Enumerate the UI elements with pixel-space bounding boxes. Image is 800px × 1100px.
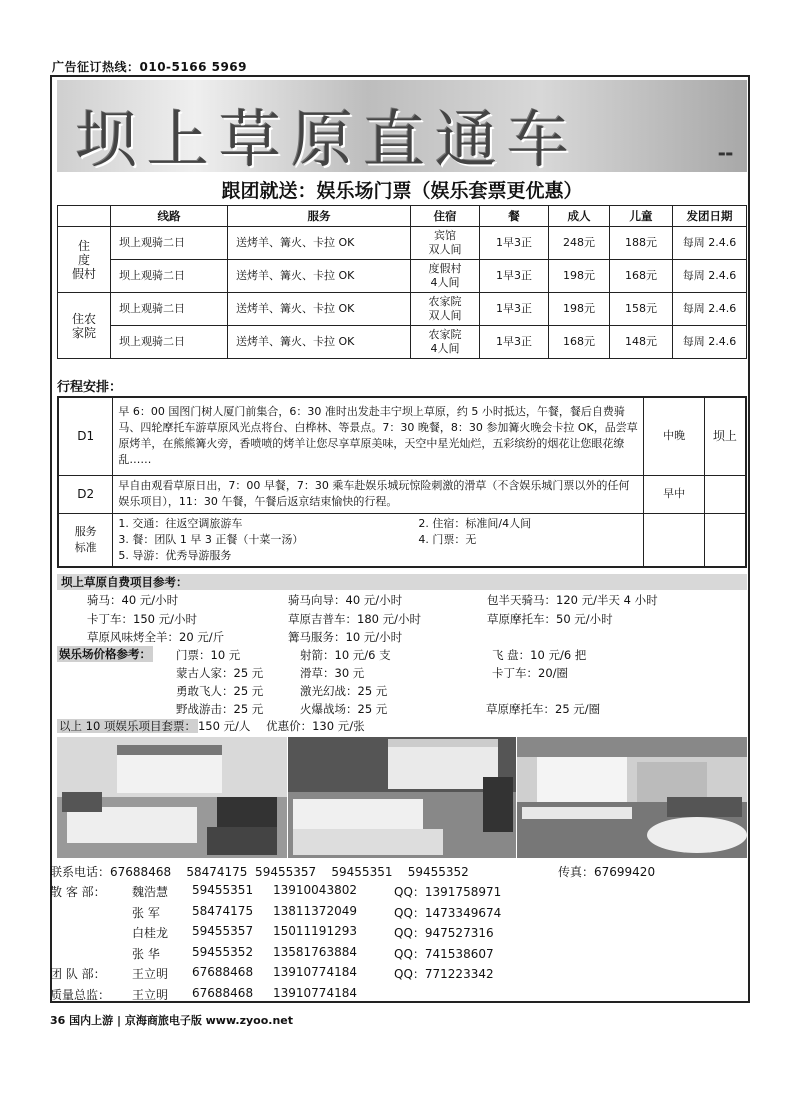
cell-meals: 1早3正 (480, 293, 549, 326)
contact-qq: QQ：947527316 (394, 926, 494, 940)
day1-meals: 中晚 (644, 397, 704, 475)
contact-qq: QQ：771223342 (394, 967, 494, 981)
day2-text: 早自由观看草原日出，7：00 早餐，7：30 乘车赴娱乐城玩惊险刺激的滑草（不含娱乐城门票以外的任何娱乐项目），11：30 午餐，午餐后返京结束愉快的行程。 (113, 475, 644, 513)
phone-label: 联系电话： (50, 865, 111, 879)
contact-name: 白桂龙 (132, 926, 169, 940)
cell-child: 158元 (610, 293, 673, 326)
ent-item: 野战游击：25 元 (176, 702, 264, 716)
contact-dept: 散 客 部： (50, 885, 106, 899)
ent-item: 飞 盘：10 元/6 把 (492, 648, 587, 662)
contact-mobile: 13910774184 (273, 985, 357, 1000)
day1-stay: 坝上 (704, 397, 746, 475)
cell-meals: 1早3正 (480, 260, 549, 293)
header-route: 线路 (111, 206, 228, 227)
banner-title: 坝上草原直通车 (75, 103, 580, 172)
header-adult: 成人 (549, 206, 610, 227)
cell-dates: 每周 2.4.6 (673, 260, 747, 293)
ent-item: 卡丁车：20/圈 (492, 666, 569, 680)
cell-lodging: 农家院 4人间 (411, 326, 480, 359)
cell-route: 坝上观骑二日 (111, 260, 228, 293)
cell-dates: 每周 2.4.6 (673, 326, 747, 359)
ent-item: 滑草：30 元 (300, 666, 365, 680)
ad-hotline: 广告征订热线：010-5166 5969 (52, 60, 248, 74)
row-category: 住 度 假村 (58, 227, 111, 293)
ent-item: 蒙古人家：25 元 (176, 666, 264, 680)
day2-label: D2 (58, 475, 113, 513)
contact-tel: 59455357 (192, 924, 254, 938)
day1-text: 早 6：00 国图门树人厦门前集合，6：30 准时出发赴丰宁坝上草原，约 5 小时抵达，午餐，餐后自费骑马、四轮摩托车游草原风光点将台、白桦林、等景点。7：30 晚餐，8：30 参加篝火晚会卡拉 OK，品尝草原烤羊，在熊熊篝火旁，香喷喷的烤羊让您尽享草原美味，天空中星光灿烂，五彩缤纷的烟花让您眼花缭乱…… (113, 397, 644, 475)
header-service: 服务 (228, 206, 411, 227)
contact-dept: 团 队 部： (50, 967, 106, 981)
room-photo-3 (517, 737, 747, 858)
itinerary-label: 行程安排： (57, 380, 123, 395)
contact-tel: 59455352 (192, 944, 254, 959)
page-footer: 36 国内上游 | 京海商旅电子版 www.zyoo.net (50, 1014, 294, 1027)
cell-dates: 每周 2.4.6 (673, 227, 747, 260)
service-label: 服务 标准 (58, 513, 113, 567)
day2-stay (704, 475, 746, 513)
cell-dates: 每周 2.4.6 (673, 293, 747, 326)
itinerary-day2-row (58, 475, 746, 513)
table-header-row (58, 206, 747, 227)
project-item: 包半天骑马：120 元/半天 4 小时 (487, 593, 658, 607)
itinerary-day1-row (58, 397, 746, 475)
ent-item: 门票：10 元 (176, 648, 241, 662)
itinerary-service-row (58, 513, 746, 567)
contact-name: 魏浩慧 (132, 885, 169, 899)
fax: 传真：67699420 (558, 865, 656, 879)
header-dates: 发团日期 (673, 206, 747, 227)
service-item: 2. 住宿：标准间/4人间 (418, 516, 532, 530)
cell-adult: 248元 (549, 227, 610, 260)
contact-qq: QQ：1391758971 (394, 885, 502, 899)
day1-label: D1 (58, 397, 113, 475)
ent-item: 激光幻战：25 元 (300, 684, 388, 698)
service-empty (644, 513, 704, 567)
contact-name: 张 华 (132, 946, 160, 961)
contact-dept: 质量总监： (50, 987, 111, 1002)
banner-mark: ▬▬ (717, 149, 733, 158)
table-row (58, 326, 747, 359)
cell-adult: 198元 (549, 260, 610, 293)
promo-subtitle: 跟团就送：娱乐场门票（娱乐套票更优惠） (221, 180, 583, 202)
ent-item: 射箭：10 元/6 支 (300, 648, 391, 662)
banner (57, 80, 747, 172)
contact-name: 王立明 (132, 987, 169, 1002)
contact-qq: QQ：1473349674 (394, 905, 502, 920)
ent-item: 火爆战场：25 元 (300, 702, 388, 716)
phone-numbers: 67688468 58474175 59455357 59455351 59455352 (110, 865, 469, 879)
cell-lodging: 度假村 4人间 (411, 260, 480, 293)
package-text: 以上 10 项娱乐项目套票： (59, 719, 196, 733)
day2-meals: 早中 (644, 475, 704, 513)
package-line (57, 718, 365, 734)
table-row (58, 227, 747, 260)
projects-header: 坝上草原自费项目参考： (57, 574, 747, 590)
contact-tel: 67688468 (192, 965, 254, 979)
contact-mobile: 13811372049 (273, 903, 357, 918)
contact-mobile: 13581763884 (273, 944, 357, 959)
cell-meals: 1早3正 (480, 326, 549, 359)
header-category (58, 206, 111, 227)
room-photo-1 (57, 737, 287, 858)
contact-qq: QQ：741538607 (394, 946, 494, 961)
cell-lodging: 农家院 双人间 (411, 293, 480, 326)
ent-item: 草原摩托车：25 元/圈 (486, 702, 601, 716)
contact-mobile: 13910043802 (273, 883, 357, 897)
cell-child: 168元 (610, 260, 673, 293)
service-standards (113, 513, 644, 567)
project-item: 草原摩托车：50 元/小时 (487, 612, 613, 626)
service-item: 1. 交通：往返空调旅游车 (118, 516, 243, 530)
table-row (58, 260, 747, 293)
contact-tel: 67688468 (192, 985, 254, 1000)
row-category: 住农 家院 (58, 293, 111, 359)
header-lodging: 住宿 (411, 206, 480, 227)
contact-mobile: 15011191293 (273, 924, 357, 938)
entertainment-label: 娱乐场价格参考： (59, 647, 151, 661)
cell-service: 送烤羊、篝火、卡拉 OK (228, 227, 411, 260)
room-photo-2 (288, 737, 516, 858)
project-item: 骑马向导：40 元/小时 (288, 593, 403, 607)
cell-child: 148元 (610, 326, 673, 359)
header-meals: 餐 (480, 206, 549, 227)
contact-tel: 58474175 (192, 903, 254, 918)
cell-route: 坝上观骑二日 (111, 293, 228, 326)
header-child: 儿童 (610, 206, 673, 227)
tour-price-table (57, 205, 747, 359)
contact-tel: 59455351 (192, 883, 254, 897)
cell-service: 送烤羊、篝火、卡拉 OK (228, 326, 411, 359)
contact-phones-line (50, 863, 469, 880)
cell-service: 送烤羊、篝火、卡拉 OK (228, 260, 411, 293)
project-item: 骑马：40 元/小时 (87, 593, 179, 607)
service-item: 3. 餐：团队 1 早 3 正餐（十菜一汤） (118, 532, 304, 546)
cell-adult: 168元 (549, 326, 610, 359)
cell-route: 坝上观骑二日 (111, 326, 228, 359)
service-empty (704, 513, 746, 567)
ent-item: 勇敢飞人：25 元 (176, 684, 264, 698)
package-promo: 优惠价：130 元/张 (266, 719, 365, 733)
cell-child: 188元 (610, 227, 673, 260)
service-item: 4. 门票：无 (418, 532, 477, 546)
table-row (58, 293, 747, 326)
cell-adult: 198元 (549, 293, 610, 326)
service-item: 5. 导游：优秀导游服务 (118, 548, 232, 562)
project-item: 卡丁车：150 元/小时 (87, 612, 197, 626)
contact-name: 张 军 (132, 905, 160, 920)
project-item: 草原风味烤全羊：20 元/斤 (87, 630, 225, 644)
cell-route: 坝上观骑二日 (111, 227, 228, 260)
project-item: 篝马服务：10 元/小时 (288, 630, 403, 644)
contact-mobile: 13910774184 (273, 965, 357, 979)
cell-service: 送烤羊、篝火、卡拉 OK (228, 293, 411, 326)
package-price: 150 元/人 (197, 719, 251, 733)
itinerary-table (57, 396, 747, 568)
contact-name: 王立明 (132, 967, 169, 981)
cell-meals: 1早3正 (480, 227, 549, 260)
cell-lodging: 宾馆 双人间 (411, 227, 480, 260)
service-item (418, 548, 638, 564)
project-item: 草原吉普车：180 元/小时 (288, 612, 421, 626)
